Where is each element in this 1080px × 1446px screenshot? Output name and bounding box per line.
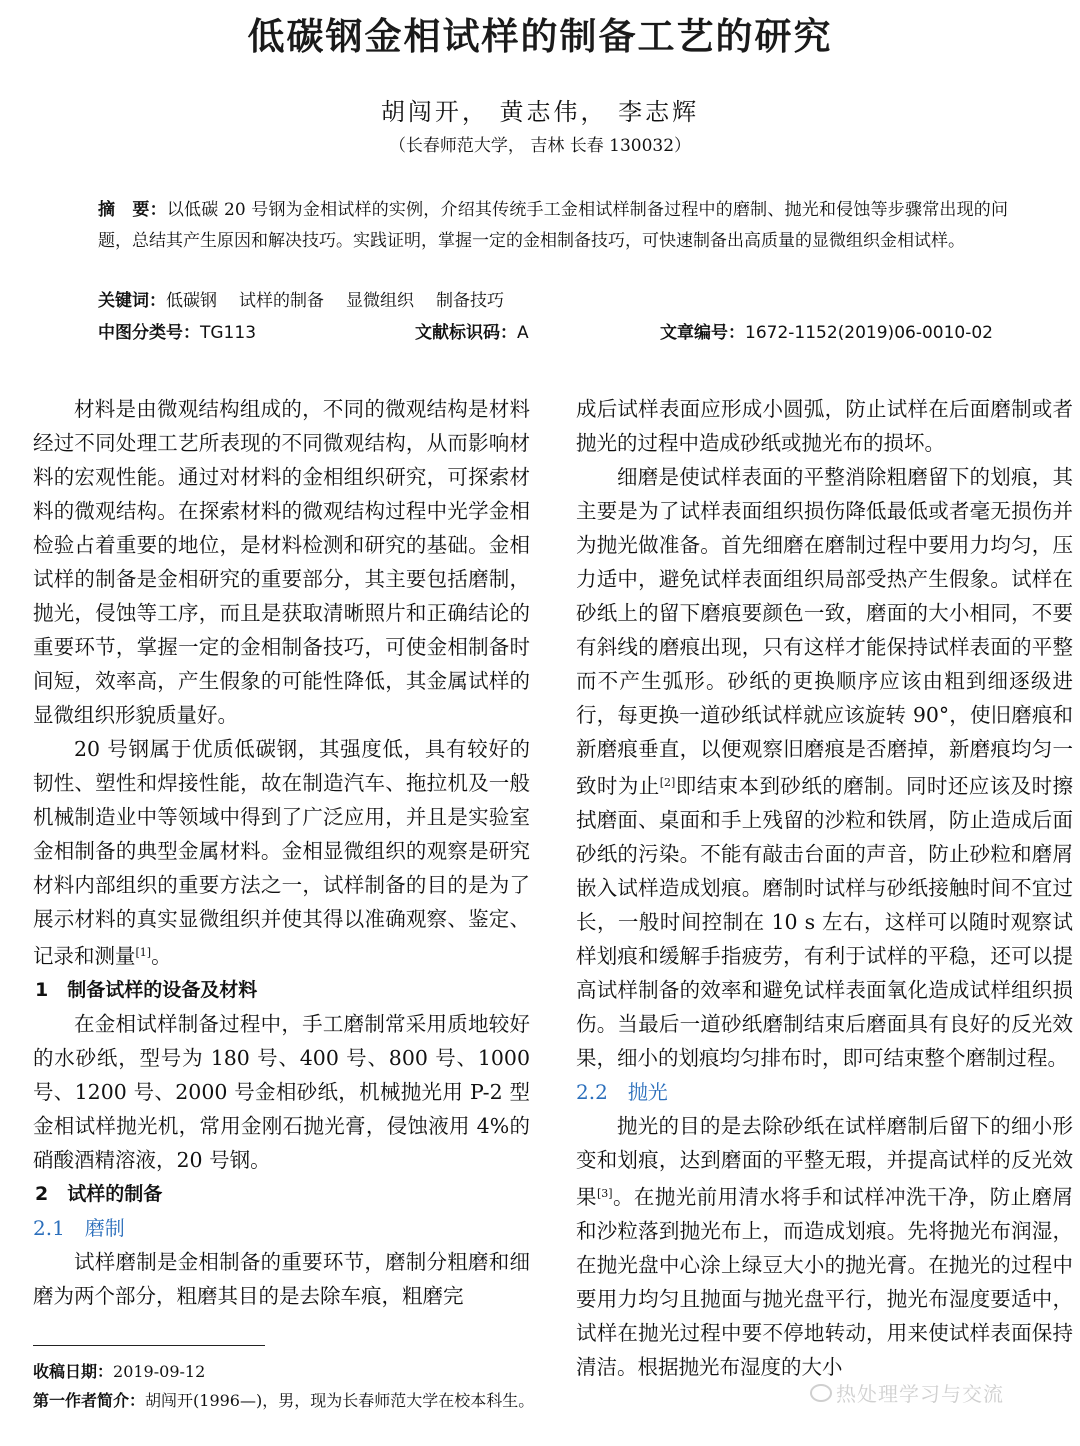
body-paragraph: 试样磨制是金相制备的重要环节，磨制分粗磨和细磨为两个部分，粗磨其目的是去除车痕，粗磨完 <box>33 1250 530 1308</box>
body-paragraph: 材料是由微观结构组成的，不同的微观结构是材料经过不同处理工艺所表现的不同微观结构，从而影响材料的宏观性能。通过对材料的金相组织研究，可探索材料的微观结构。在探索材料的微观结构过程中光学金相检验占着重要的地位，是材料检测和研究的基础。金相试样的制备是金相研究的重要部分，其主要包括磨制，抛光，侵蚀等工序，而且是获取清晰照片和正确结论的重要环节，掌握一定的金相制备技巧，可使金相制备时间短，效率高，产生假象的可能性降低，其金属试样的显微组织形貌质量好。 <box>33 397 530 727</box>
body-paragraph: 成后试样表面应形成小圆弧，防止试样在后面磨制或者抛光的过程中造成砂纸或抛光布的损坏。 <box>576 397 1073 455</box>
section-heading: 2 试样的制备 <box>35 1183 163 1205</box>
watermark <box>810 1378 1004 1407</box>
body-paragraph <box>33 732 530 973</box>
keyword-item: 试样的制备 <box>239 291 324 311</box>
citation-ref: [3] <box>596 1187 613 1200</box>
paragraph-text: 细磨是使试样表面的平整消除粗磨留下的划痕，其主要是为了试样表面组织损伤降低最低或者毫无损伤并为抛光做准备。首先细磨在磨制过程中要用力均匀，压力适中，避免试样表面组织局部受热产生假象。试样在砂纸上的留下磨痕要颜色一致，磨面的大小相同，不要有斜线的磨痕出现，只有这样才能保持试样表面的平整而不产生弧形。砂纸的更换顺序应该由粗到细逐级进行，每更换一道砂纸试样就应该旋转 90°，使旧磨痕和新磨痕垂直，以便观察旧磨痕是否磨掉，新磨痕均匀一致时为止 <box>576 465 1073 798</box>
subsection-number: 2.1 <box>33 1216 65 1240</box>
subsection-title: 抛光 <box>627 1080 668 1104</box>
paragraph-text: 。在抛光前用清水将手和试样冲洗干净，防止磨屑和沙粒落到抛光布上，而造成划痕。先将抛光布润湿，在抛光盘中心涂上绿豆大小的抛光膏。在抛光的过程中要用力均匀且抛面与抛光盘平行，抛光布湿度要适中，试样在抛光过程中要不停地转动，用来使试样表面保持清洁。根据抛光布湿度的大小 <box>576 1185 1074 1379</box>
paragraph-text: 即结束本到砂纸的磨制。同时还应该及时擦拭磨面、桌面和手上残留的沙粒和铁屑，防止造成后面砂纸的污染。不能有敲击台面的声音，防止砂粒和磨屑嵌入试样造成划痕。磨制时试样与砂纸接触时间不宜过长，一般时间控制在 10 s 左右，这样可以随时观察试样划痕和缓解手指疲劳，有利于试样的平稳，还可以提高试样制备的效率和避免试样表面氧化造成试样组织损伤。当最后一道砂纸磨制结束后磨面具有良好的反光效果，细小的划痕均匀排布时，即可结束整个磨制过程。 <box>576 774 1074 1070</box>
citation-ref: [2] <box>659 776 676 789</box>
author-bio <box>33 1386 543 1415</box>
body-paragraph <box>576 460 1073 1075</box>
document-code-value: A <box>517 323 529 343</box>
watermark-text: 热处理学习与交流 <box>836 1382 1004 1406</box>
abstract-text: 以低碳 20 号钢为金相试样的实例，介绍其传统手工金相试样制备过程中的磨制、抛光和侵蚀等步骤常出现的问题，总结其产生原因和解决技巧。实践证明，掌握一定的金相制备技巧，可快速制备出高质量的显微组织金相试样。 <box>98 200 1008 251</box>
subsection-number: 2.2 <box>576 1080 608 1104</box>
affiliation: （长春师范大学， 吉林 长春 130032） <box>388 136 692 156</box>
abstract <box>98 195 1008 257</box>
paragraph-end: 。 <box>151 944 172 968</box>
clc-value: TG113 <box>200 323 257 343</box>
author-bio-text: 胡闯开(1996—)，男，现为长春师范大学在校本科生。 <box>145 1391 535 1410</box>
body-paragraph: 在金相试样制备过程中，手工磨制常采用质地较好的水砂纸，型号为 180 号、400 号、800 号、1000 号、1200 号、2000 号金相砂纸，机械抛光用 P-2 型金相试样抛光机，常用金刚石抛光膏，侵蚀液用 4%的硝酸酒精溶液，20 号钢。 <box>33 1012 530 1172</box>
clc-label: 中图分类号： <box>98 323 200 343</box>
article-number-value: 1672-1152(2019)06-0010-02 <box>745 323 993 343</box>
paper-title: 低碳钢金相试样的制备工艺的研究 <box>247 15 833 58</box>
author-bio-label: 第一作者简介： <box>33 1391 146 1410</box>
paragraph-text: 20 号钢属于优质低碳钢，其强度低，具有较好的韧性、塑性和焊接性能，故在制造汽车、拖拉机及一般机械制造业中等领域中得到了广泛应用，并且是实验室金相制备的典型金属材料。金相显微组织的观察是研究材料内部组织的重要方法之一，试样制备的目的是为了展示材料的真实显微组织并使其得以准确观察、鉴定、记录和测量 <box>33 737 530 968</box>
abstract-label: 摘 要： <box>98 200 167 220</box>
subsection-heading <box>33 1211 530 1245</box>
received-value: 2019-09-12 <box>113 1362 206 1381</box>
received-date <box>33 1357 543 1386</box>
keyword-item: 制备技巧 <box>436 291 504 311</box>
right-column <box>576 392 1073 1384</box>
article-number-label: 文章编号： <box>660 323 745 343</box>
citation-ref: [1] <box>135 946 152 959</box>
clc-number <box>98 318 256 343</box>
body-paragraph <box>576 1109 1073 1384</box>
keywords <box>98 286 526 311</box>
keyword-item: 低碳钢 <box>166 291 217 311</box>
left-column <box>33 392 530 1313</box>
article-number <box>660 318 993 343</box>
wechat-icon <box>810 1384 832 1402</box>
footnote <box>33 1357 543 1415</box>
document-code <box>415 318 529 343</box>
section-heading: 1 制备试样的设备及材料 <box>35 979 258 1001</box>
keyword-item: 显微组织 <box>346 291 414 311</box>
document-code-label: 文献标识码： <box>415 323 517 343</box>
footnote-rule <box>33 1345 265 1346</box>
keywords-label: 关键词： <box>98 291 166 311</box>
subsection-heading <box>576 1075 1073 1109</box>
author-list: 胡闯开， 黄志伟， 李志辉 <box>380 98 700 126</box>
paragraph-text: 抛光的目的是去除砂纸在试样磨制后留下的细小形变和划痕，达到磨面的平整无瑕，并提高试样的反光效果 <box>576 1114 1073 1209</box>
subsection-title: 磨制 <box>84 1216 125 1240</box>
received-label: 收稿日期： <box>33 1362 114 1381</box>
